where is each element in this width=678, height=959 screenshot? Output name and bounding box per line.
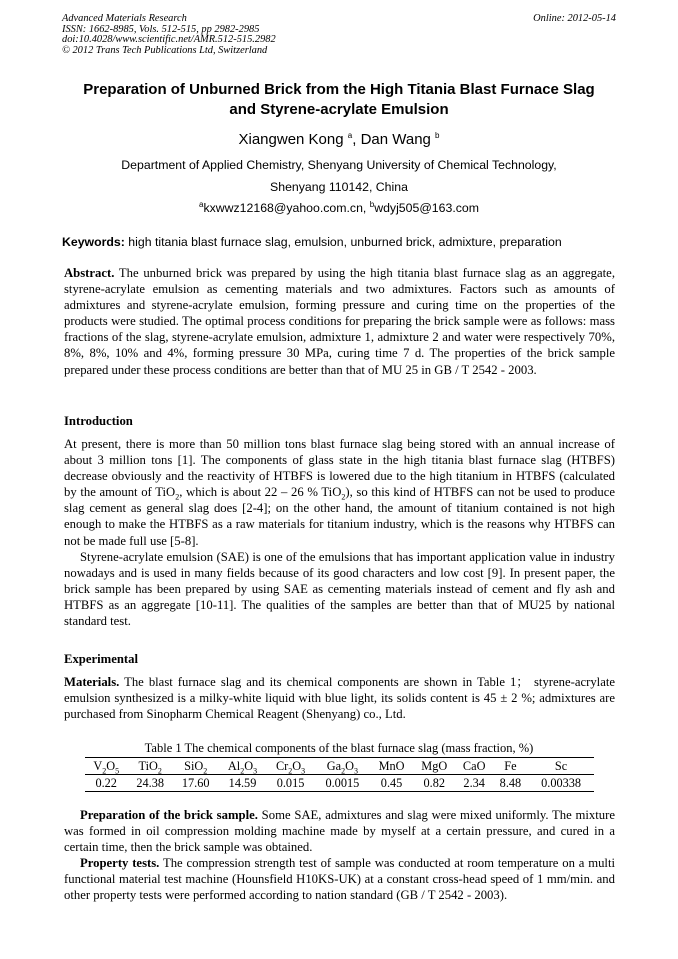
table-cell: 2.34 bbox=[456, 775, 493, 792]
table-header-cell bbox=[173, 758, 219, 775]
formula-text: O bbox=[244, 758, 254, 773]
issn-line: ISSN: 1662-8985, Vols. 512-515, pp 2982-2985 bbox=[62, 23, 260, 35]
formula-text: Cr bbox=[275, 758, 289, 773]
affiliation-line-1: Department of Applied Chemistry, Shenyang University of Chemical Technology, bbox=[121, 158, 557, 172]
table-header-cell bbox=[127, 758, 173, 775]
materials-paragraph bbox=[64, 674, 615, 722]
title-line-1: Preparation of Unburned Brick from the High Titania Blast Furnace Slag bbox=[83, 81, 595, 98]
formula-subscript: 3 bbox=[253, 765, 258, 775]
keywords bbox=[62, 235, 622, 249]
table-cell: 17.60 bbox=[173, 775, 219, 792]
intro-p1-part-c: ), so this kind of HTBFS can not be used to produce slag cement as general slag does [2-4]; on the other hand, the amount of titanium contained is not high enough to make the HTBFS as a raw materials for titanium industry, which is the reasons why HTBFS can not be made full use [5-8]. bbox=[64, 485, 615, 548]
formula-subscript: 2 bbox=[102, 765, 107, 775]
keywords-label: Keywords: bbox=[62, 235, 125, 249]
table-header-cell bbox=[493, 758, 528, 775]
abstract-text: The unburned brick was prepared by using the high titania blast furnace slag as an aggregate, styrene-acrylate emulsion as cementing materials and two admixtures. Factors such as amounts of admixtures and styrene-acrylate emulsion, forming pressure and curing time on the properties of the products were studied. The optimal process conditions for preparing the brick sample were as follows: mass fractions of the slag, styrene-acrylate emulsion, admixture 1, admixture 2 and water were respectively 70%, 8%, 8%, 10% and 4%, forming pressure 30 MPa, curing time 7 d. The properties of the brick sample prepared under these process conditions are better than that of MU 25 in GB / T 2542 - 2003. bbox=[64, 266, 615, 377]
formula-text: SiO bbox=[184, 758, 204, 773]
formula-text: O bbox=[106, 758, 116, 773]
table-cell: 24.38 bbox=[127, 775, 173, 792]
intro-p1-part-a: At present, there is more than 50 million tons blast furnace slag being stored with an annual increase of about 3 million tons [1]. The components of glass state in the high titania blast furnace slag (HTBFS) decrease obviously and the reactivity of HTBFS is lowered due to the high titanium in HTBFS (calculated by the amount of TiO bbox=[64, 437, 615, 500]
online-date: Online: 2012-05-14 bbox=[533, 13, 616, 24]
email-b-mark: b bbox=[369, 199, 375, 209]
formula-text: Ga bbox=[326, 758, 342, 773]
formula-text: V bbox=[93, 758, 103, 773]
table-header-cell bbox=[413, 758, 456, 775]
author-separator: , bbox=[352, 131, 361, 148]
introduction-heading: Introduction bbox=[64, 414, 133, 428]
formula-text: MnO bbox=[378, 758, 405, 773]
composition-table bbox=[85, 757, 594, 792]
formula-text: O bbox=[345, 758, 354, 773]
table-cell: 0.0015 bbox=[315, 775, 371, 792]
table-row bbox=[85, 775, 594, 792]
table-header-cell bbox=[85, 758, 127, 775]
table-header-cell bbox=[267, 758, 315, 775]
email-a-mark: a bbox=[199, 199, 204, 209]
affiliation-line-2: Shenyang 110142, China bbox=[270, 180, 408, 194]
preparation-text: Some SAE, admixtures and slag were mixed uniformly. The mixture was formed in oil compression molding machine made by myself at a certain pressure, and cured in a certain time, then the brick sample was obtained. bbox=[64, 808, 615, 855]
formula-subscript: 5 bbox=[115, 765, 120, 775]
table-cell: 0.22 bbox=[85, 775, 127, 792]
formula-subscript: 3 bbox=[301, 765, 306, 775]
formula-text: MgO bbox=[421, 758, 448, 773]
property-tests-label: Property tests. bbox=[80, 856, 160, 871]
title-line-2: and Styrene-acrylate Emulsion bbox=[229, 101, 449, 118]
materials-label: Materials. bbox=[64, 675, 120, 689]
intro-paragraph-2: Styrene-acrylate emulsion (SAE) is one of the emulsions that has important application value in industry nowadays and is used in many fields because of its good characters and low cost [9]. In present paper, the brick sample has been prepared by using SAE as cementing materials instead of cement and fly ash and HTBFS as an aggregate [10-11]. The qualities of the samples are better than that of MU25 by national standard test. bbox=[64, 549, 615, 629]
paper-title bbox=[62, 80, 616, 120]
tio2-subscript: 2 bbox=[341, 492, 346, 502]
formula-text: CaO bbox=[462, 758, 486, 773]
table-cell: 0.00338 bbox=[528, 775, 594, 792]
property-tests-text: The compression strength test of sample was conducted at room temperature on a multi functional material test machine (Hounsfield H10KS-UK) at a constant cross-head speed of 1 mm/min. and other property tests were performed according to nation standard (GB / T 2542 - 2003). bbox=[64, 856, 616, 903]
keywords-text: high titania blast furnace slag, emulsion, unburned brick, admixture, preparation bbox=[124, 235, 562, 249]
methods-paragraphs bbox=[64, 807, 615, 904]
formula-text: O bbox=[292, 758, 302, 773]
formula-subscript: 2 bbox=[240, 765, 245, 775]
email-a: kxwwz12168@yahoo.com.cn, bbox=[203, 201, 370, 215]
preparation-label: Preparation of the brick sample. bbox=[80, 808, 258, 822]
materials-text: The blast furnace slag and its chemical components are shown in Table 1； styrene-acrylate emulsion synthesized is a milky-white liquid with blue light, its solids content is 45 ± 2 %; admixtures are purchased from Sinopharm Chemical Reagent (Shenyang) co., Ltd. bbox=[64, 675, 615, 722]
author-1: Xiangwen Kong bbox=[238, 131, 344, 148]
formula-subscript: 2 bbox=[157, 765, 162, 775]
copyright-line: © 2012 Trans Tech Publications Ltd, Switzerland bbox=[62, 44, 268, 56]
table-header-cell bbox=[218, 758, 266, 775]
email-b: wdyj505@163.com bbox=[374, 201, 479, 215]
intro-p1-part-b: , which is about 22 – 26 % TiO bbox=[179, 485, 342, 500]
table-cell: 0.82 bbox=[413, 775, 456, 792]
introduction-body bbox=[64, 436, 615, 629]
table-caption: Table 1 The chemical components of the blast furnace slag (mass fraction, %) bbox=[144, 741, 534, 755]
table-header-row bbox=[85, 758, 594, 775]
table-cell: 0.45 bbox=[370, 775, 413, 792]
formula-subscript: 2 bbox=[288, 765, 293, 775]
table-header-cell bbox=[370, 758, 413, 775]
intro-paragraph-1 bbox=[64, 436, 615, 549]
formula-subscript: 3 bbox=[353, 765, 358, 775]
abstract-label: Abstract. bbox=[64, 266, 115, 280]
formula-subscript: 2 bbox=[341, 765, 346, 775]
author-1-mark: a bbox=[347, 131, 353, 140]
table-header-cell bbox=[456, 758, 493, 775]
author-2-mark: b bbox=[435, 131, 440, 140]
formula-text: Fe bbox=[504, 758, 517, 773]
journal-name: Advanced Materials Research bbox=[62, 13, 187, 24]
experimental-heading: Experimental bbox=[64, 652, 139, 666]
tio2-subscript: 2 bbox=[175, 492, 180, 502]
formula-text: TiO bbox=[138, 758, 158, 773]
email-line bbox=[62, 201, 616, 215]
author-2: Dan Wang bbox=[360, 131, 431, 148]
author-line bbox=[62, 131, 616, 148]
table-cell: 8.48 bbox=[493, 775, 528, 792]
abstract bbox=[64, 265, 615, 378]
table-cell: 0.015 bbox=[267, 775, 315, 792]
table-header-cell bbox=[315, 758, 371, 775]
formula-text: Sc bbox=[554, 758, 568, 773]
table-cell: 14.59 bbox=[218, 775, 266, 792]
doi-line: doi:10.4028/www.scientific.net/AMR.512-515.2982 bbox=[62, 34, 276, 46]
table-header-cell bbox=[528, 758, 594, 775]
journal-header bbox=[62, 14, 616, 56]
formula-subscript: 2 bbox=[203, 765, 208, 775]
formula-text: Al bbox=[227, 758, 241, 773]
